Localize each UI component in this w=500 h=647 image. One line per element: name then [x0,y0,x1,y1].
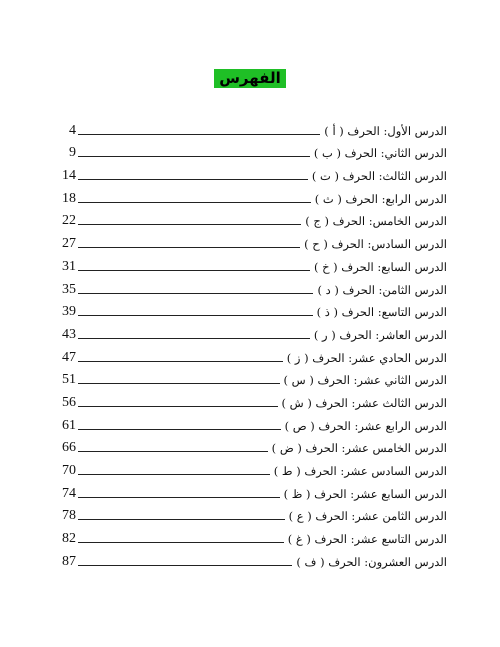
toc-entry[interactable] [60,320,447,343]
toc-leader-line [78,541,284,543]
toc-page-number: 82 [62,531,76,547]
toc-leader-line [78,223,301,225]
title-wrapper [0,68,500,88]
toc-entry-label: الدرس الثاني عشر: الحرف ( س ) [283,373,447,388]
toc-entry[interactable] [60,388,447,411]
toc-entry[interactable] [60,207,447,230]
toc-entry-label: الدرس الحادي عشر: الحرف ( ز ) [286,350,447,365]
toc-entry[interactable] [60,547,447,570]
toc-leader-line [78,518,285,520]
toc-entry[interactable] [60,298,447,321]
toc-entry-label: الدرس الثالث عشر: الحرف ( ش ) [281,395,447,410]
toc-page-number: 43 [62,326,76,342]
toc-leader-line [78,155,310,157]
toc-entry[interactable] [60,502,447,525]
toc-entry[interactable] [60,524,447,547]
toc-entry-label: الدرس الثامن: الحرف ( د ) [317,282,447,297]
toc-leader-line [78,178,308,180]
toc-entry-label: الدرس الأول: الحرف ( أ ) [324,123,447,138]
toc-page-number: 56 [62,394,76,410]
toc-leader-line [78,473,270,475]
toc-leader-line [78,382,280,384]
toc-entry-label: الدرس السادس: الحرف ( ح ) [304,237,447,252]
toc-leader-line [78,337,310,339]
toc-entry-label: الدرس السابع عشر: الحرف ( ظ ) [283,486,447,501]
toc-leader-line [78,314,313,316]
toc-page-number: 51 [62,372,76,388]
toc-entry[interactable] [60,434,447,457]
toc-leader-line [78,450,268,452]
toc-entry-label: الدرس الرابع: الحرف ( ث ) [314,191,447,206]
toc-entry-label: الدرس الثالث: الحرف ( ت ) [311,169,447,184]
toc-page-number: 4 [69,122,76,138]
toc-page-number: 74 [62,485,76,501]
toc-page-number: 27 [62,236,76,252]
toc-page-number: 78 [62,508,76,524]
toc-leader-line [78,269,310,271]
toc-entry[interactable] [60,252,447,275]
toc-leader-line [78,405,278,407]
toc-page-number: 61 [62,417,76,433]
toc-leader-line [78,292,313,294]
toc-entry[interactable] [60,275,447,298]
toc-entry-label: الدرس الخامس: الحرف ( ج ) [305,214,447,229]
toc-entry-label: الدرس العاشر: الحرف ( ر ) [313,327,447,342]
toc-page-number: 31 [62,258,76,274]
toc-entry[interactable] [60,343,447,366]
toc-entry-label: الدرس الرابع عشر: الحرف ( ص ) [284,418,447,433]
toc-entry[interactable] [60,116,447,139]
page-title: الفهرس [214,69,286,88]
toc-leader-line [78,428,281,430]
toc-entry[interactable] [60,366,447,389]
toc-entry[interactable] [60,139,447,162]
toc-page-number: 35 [62,281,76,297]
toc-leader-line [78,246,300,248]
toc-entry-label: الدرس الثاني: الحرف ( ب ) [313,146,447,161]
toc-page-number: 87 [62,553,76,569]
toc-page-number: 66 [62,440,76,456]
toc-page-number: 14 [62,168,76,184]
toc-entry-label: الدرس التاسع: الحرف ( ذ ) [316,305,447,320]
toc-entry[interactable] [60,411,447,434]
toc-page-number: 70 [62,463,76,478]
toc-page-number: 22 [62,213,76,229]
toc-entry-label: الدرس الخامس عشر: الحرف ( ض ) [271,441,447,456]
toc-page-number: 39 [62,304,76,320]
toc-leader-line [78,564,292,566]
toc-leader-line [78,201,311,203]
toc-entry[interactable] [60,229,447,252]
toc-entry[interactable] [60,184,447,207]
toc-entry[interactable] [60,161,447,184]
toc-entry-label: الدرس التاسع عشر: الحرف ( غ ) [287,532,447,547]
toc-entry-label: الدرس السابع: الحرف ( خ ) [313,259,447,274]
toc-entry[interactable] [60,456,447,479]
table-of-contents [60,116,447,570]
toc-entry-label: الدرس العشرون: الحرف ( ف ) [296,554,447,569]
toc-entry[interactable] [60,479,447,502]
toc-page-number: 9 [69,145,76,161]
toc-page-number: 47 [62,349,76,365]
toc-leader-line [78,133,320,135]
toc-page-number: 18 [62,190,76,206]
toc-entry-label: الدرس السادس عشر: الحرف ( ط ) [273,464,447,478]
toc-entry-label: الدرس الثامن عشر: الحرف ( ع ) [288,509,447,524]
toc-leader-line [78,496,280,498]
toc-leader-line [78,360,283,362]
